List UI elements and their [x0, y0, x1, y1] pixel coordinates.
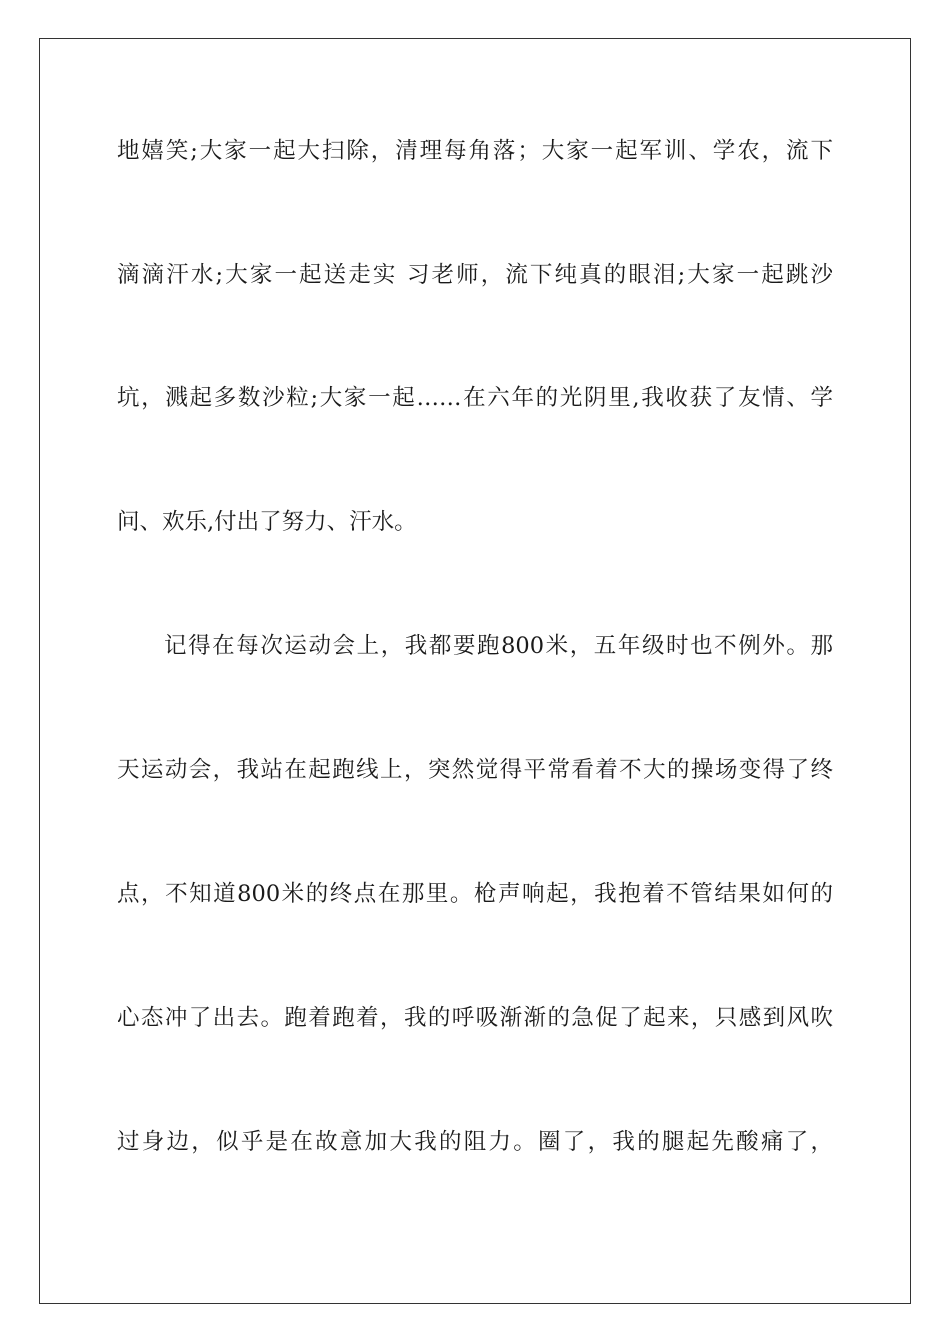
text-line-6: 天运动会，我站在起跑线上，突然觉得平常看着不大的操场变得了终: [117, 757, 833, 783]
page-border: [39, 38, 911, 1304]
text-line-8: 心态冲了出去。跑着跑着，我的呼吸渐渐的急促了起来，只感到风吹: [117, 1005, 833, 1031]
text-line-2: 滴滴汗水;大家一起送走实 习老师，流下纯真的眼泪;大家一起跳沙: [117, 262, 833, 288]
paragraph-2-first-line: 记得在每次运动会上，我都要跑800米，五年级时也不例外。那: [164, 633, 833, 659]
text-line-3: 坑，溅起多数沙粒;大家一起……在六年的光阴里,我收获了友情、学: [117, 385, 833, 411]
text-line-9: 过身边，似乎是在故意加大我的阻力。圈了，我的腿起先酸痛了，: [117, 1129, 833, 1155]
text-line-1: 地嬉笑;大家一起大扫除，清理每角落；大家一起军训、学农，流下: [117, 138, 833, 164]
text-line-7: 点，不知道800米的终点在那里。枪声响起，我抱着不管结果如何的: [117, 881, 833, 907]
text-line-4: 问、欢乐,付出了努力、汗水。: [117, 509, 417, 535]
